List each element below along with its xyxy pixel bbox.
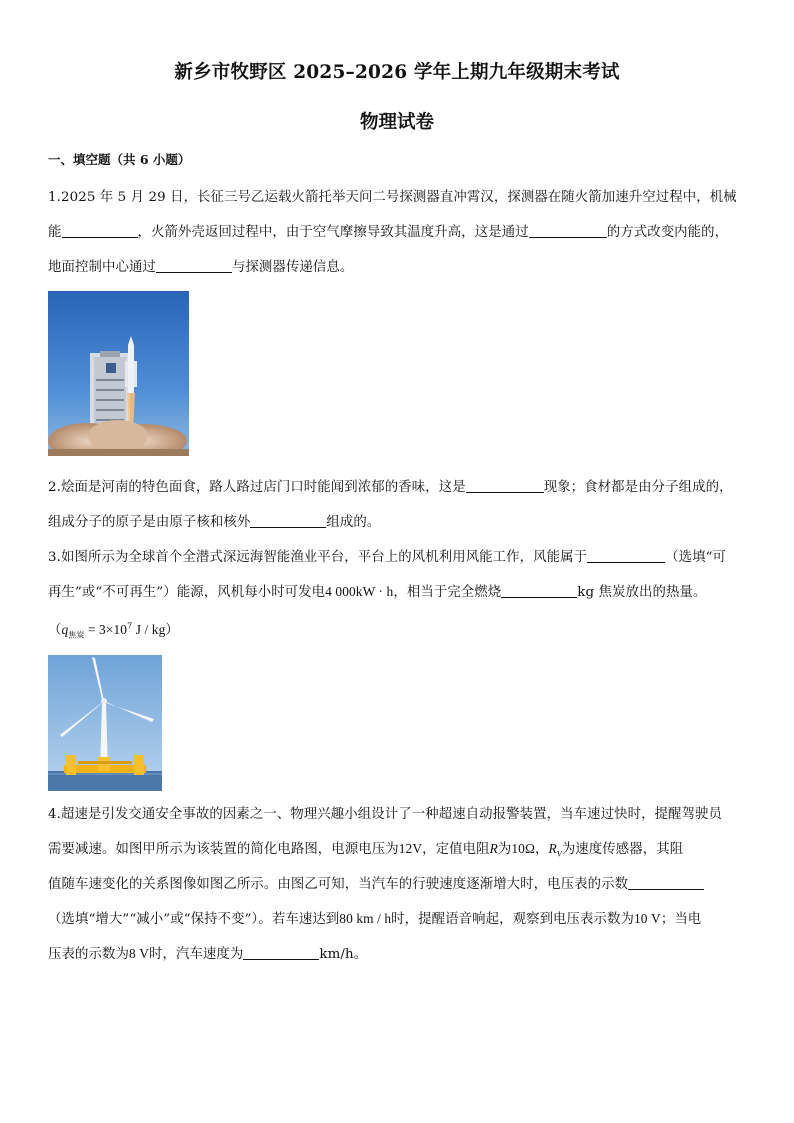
q3-text: 3.如图所示为全球首个全潜式深远海智能渔业平台，平台上的风机利用风能工作，风能属于 — [48, 550, 588, 565]
q4-text: （选填“增大”“减小”或“保持不变”）。若车速达到 — [48, 912, 340, 927]
q1-line3 — [48, 256, 353, 275]
q3-line2 — [48, 581, 706, 600]
answer-blank[interactable] — [501, 584, 577, 598]
q4-text: 为速度传感器，其阻 — [561, 842, 684, 857]
answer-blank[interactable] — [62, 224, 138, 238]
q4-text: 时，提醒语音响起，观察到电压表示数为 — [391, 912, 635, 927]
q2-line2 — [48, 511, 380, 530]
voltage-value: 12V — [398, 841, 423, 856]
wind-turbine-image — [48, 655, 162, 791]
answer-blank[interactable] — [250, 514, 326, 528]
q2-text: 组成的。 — [326, 515, 381, 530]
formula-value: = 3×10 — [84, 622, 128, 637]
q2-text: 现象；食材都是由分子组成的， — [543, 480, 733, 495]
resistor-symbol: R — [489, 841, 498, 856]
exponent: 7 — [127, 621, 133, 631]
resistance-value: 10Ω — [511, 841, 536, 856]
q1-text: 能 — [48, 225, 62, 240]
q4-text: 时，汽车速度为 — [148, 947, 244, 962]
paren-close: ） — [165, 623, 179, 638]
formula-unit: J / kg — [132, 622, 166, 637]
q4-line1: 4.超速是引发交通安全事故的因素之一、物理兴趣小组设计了一种超速自动报警装置，当车速过快时，提醒驾驶员 — [48, 807, 723, 822]
q4-text: ，定值电阻 — [422, 842, 490, 857]
q4-line5 — [48, 943, 367, 962]
q2-text: 组成分子的原子是由原子核和核外 — [48, 515, 251, 530]
q1-line2 — [48, 221, 728, 240]
q4-text: km/h。 — [319, 947, 368, 962]
q1-line1: 1.2025 年 5 月 29 日，长征三号乙运载火箭托举天问二号探测器直冲霄汉，探测器在随火箭加速升空过程中，机械 — [48, 190, 737, 205]
q3-text: ，相当于完全燃烧 — [393, 585, 502, 600]
sensor-symbol: R — [548, 841, 557, 856]
q4-line3 — [48, 873, 704, 892]
subscript-coke: 焦炭 — [68, 630, 85, 640]
section-heading: 一、填空题（共 6 小题） — [48, 152, 191, 167]
answer-blank[interactable] — [529, 224, 607, 238]
rocket-launch-image — [48, 291, 189, 456]
q4-line2 — [48, 838, 683, 859]
paren-open: （ — [48, 623, 62, 638]
exam-subtitle: 物理试卷 — [359, 112, 434, 133]
speed-value: 80 km / h — [339, 911, 392, 926]
q4-text: 需要减速。如图甲所示为该装置的简化电路图，电源电压为 — [48, 842, 399, 857]
q3-formula — [48, 619, 179, 641]
q3-text: 再生”或“不可再生”）能源，风机每小时可发电 — [48, 585, 326, 600]
answer-blank[interactable] — [156, 259, 232, 273]
q1-text: 地面控制中心通过 — [48, 260, 156, 275]
q4-text: 值随车速变化的关系图像如图乙所示。由图乙可知，当汽车的行驶速度逐渐增大时，电压表的示数 — [48, 877, 629, 892]
q3-line1 — [48, 546, 726, 565]
q1-text: ，火箭外壳返回过程中，由于空气摩擦导致其温度升高，这是通过 — [137, 225, 529, 240]
voltage-reading: 10 V — [634, 911, 661, 926]
q2-line1 — [48, 476, 733, 495]
q3-text: （选填“可 — [665, 550, 727, 565]
q1-text: 的方式改变内能的， — [606, 225, 729, 240]
answer-blank[interactable] — [466, 479, 544, 493]
q1-text: 与探测器传递信息。 — [231, 260, 354, 275]
energy-value: 4 000kW · h — [325, 584, 394, 599]
q4-text: 为 — [497, 842, 512, 857]
q4-text: 压表的示数为 — [48, 947, 129, 962]
q4-text: ， — [535, 842, 549, 857]
exam-title: 新乡市牧野区 2025–2026 学年上期九年级期末考试 — [174, 62, 620, 83]
q4-line4 — [48, 908, 701, 927]
q3-text: kg 焦炭放出的热量。 — [577, 585, 707, 600]
answer-blank[interactable] — [587, 549, 665, 563]
voltage-reading-2: 8 V — [128, 946, 149, 961]
q2-text: 2.烩面是河南的特色面食，路人路过店门口时能闻到浓郁的香味，这是 — [48, 480, 466, 495]
answer-blank[interactable] — [243, 946, 319, 960]
answer-blank[interactable] — [628, 876, 704, 890]
q4-text: ；当电 — [660, 912, 702, 927]
sensor-subscript: V — [556, 849, 562, 859]
heat-value-symbol: q — [61, 622, 69, 637]
